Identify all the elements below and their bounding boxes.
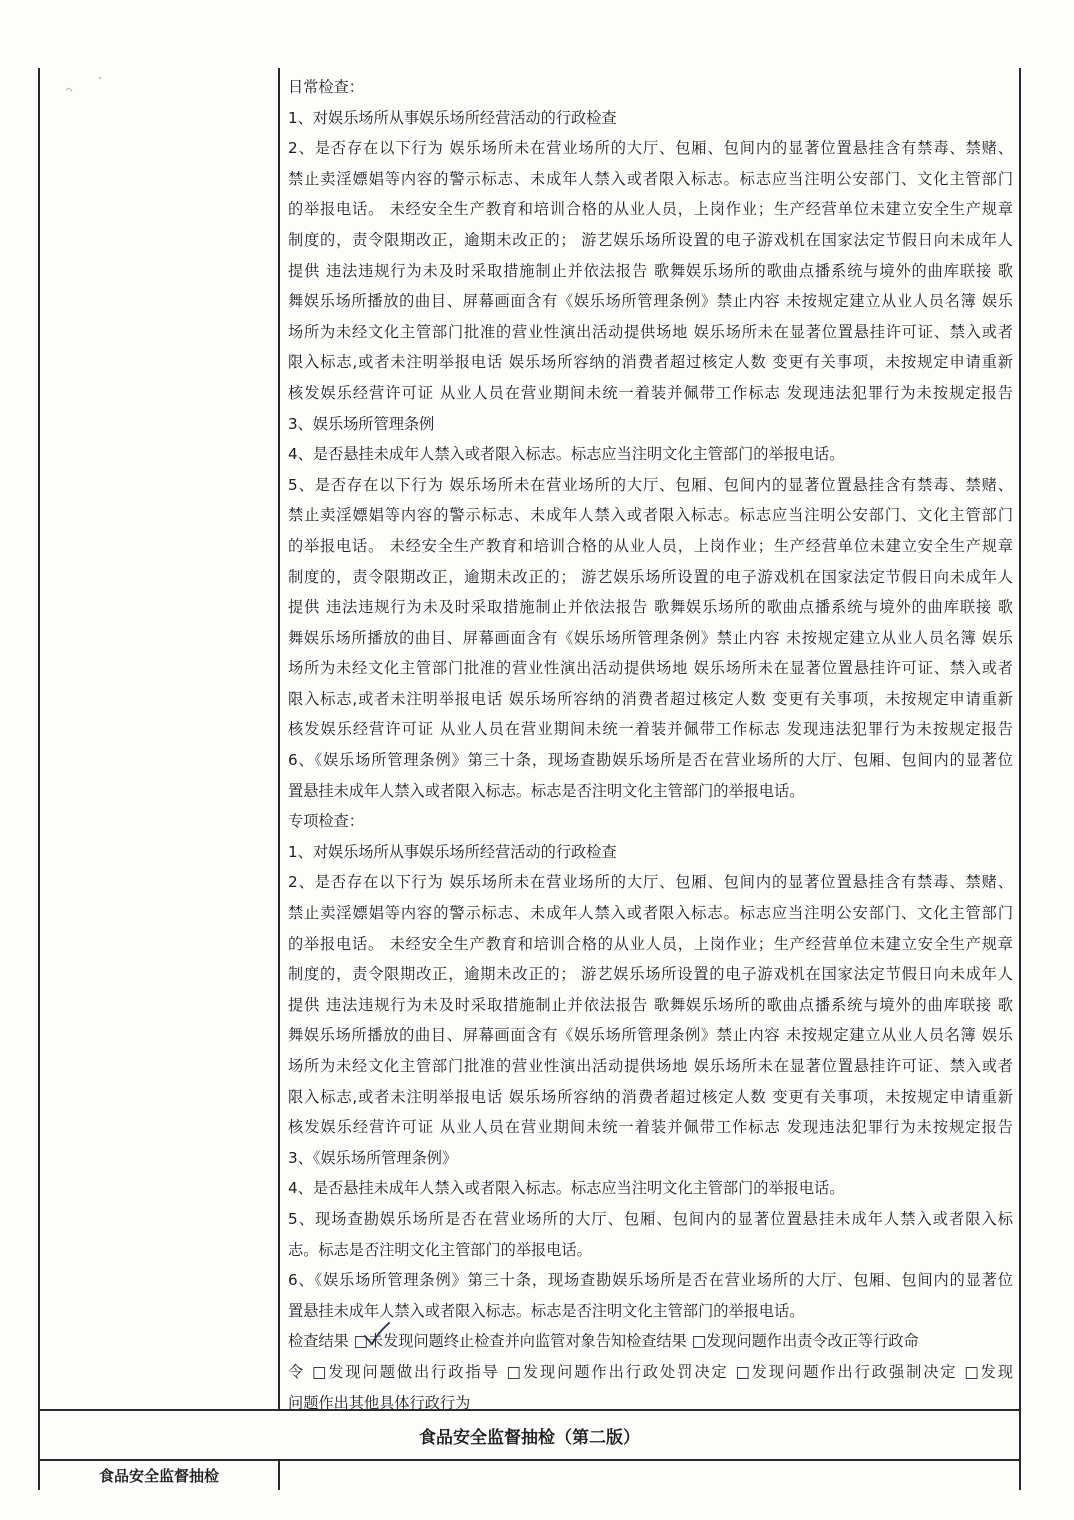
text-line: 6、《娱乐场所管理条例》第三十条，现场查勘娱乐场所是否在营业场所的大厅、包厢、包间内的显著位 [288, 751, 1013, 770]
text-line: 限入标志,或者未注明举报电话 娱乐场所容纳的消费者超过核定人数 变更有关事项，未按规定申请重新 [288, 1087, 1013, 1106]
text-line: 制度的，责令限期改正，逾期未改正的； 游艺娱乐场所设置的电子游戏机在国家法定节假日向未成年人 [288, 965, 1013, 984]
text-line: 场所为未经文化主管部门批准的营业性演出活动提供场地 娱乐场所未在显著位置悬挂许可证、禁入或者 [288, 322, 1013, 341]
text-line: 舞娱乐场所播放的曲目、屏幕画面含有《娱乐场所管理条例》禁止内容 未按规定建立从业人员名簿 娱乐 [288, 292, 1013, 311]
text-line: 场所为未经文化主管部门批准的营业性演出活动提供场地 娱乐场所未在显著位置悬挂许可证、禁入或者 [288, 659, 1013, 678]
text-line: 6、《娱乐场所管理条例》第三十条，现场查勘娱乐场所是否在营业场所的大厅、包厢、包间内的显著位 [288, 1271, 1013, 1290]
text-line: 限入标志,或者未注明举报电话 娱乐场所容纳的消费者超过核定人数 变更有关事项，未按规定申请重新 [288, 353, 1013, 372]
text-line: 禁止卖淫嫖娼等内容的警示标志、未成年人禁入或者限入标志。标志应当注明公安部门、文化主管部门 [288, 506, 1013, 525]
text-line: 制度的，责令限期改正，逾期未改正的； 游艺娱乐场所设置的电子游戏机在国家法定节假日向未成年人 [288, 567, 1013, 586]
text-line: 置悬挂未成年人禁入或者限入标志。标志是否注明文化主管部门的举报电话。 [288, 1301, 805, 1320]
section-title: 食品安全监督抽检（第二版） [419, 1427, 640, 1448]
handwritten-check-mark [362, 1322, 392, 1346]
text-line: 舞娱乐场所播放的曲目、屏幕画面含有《娱乐场所管理条例》禁止内容 未按规定建立从业人员名簿 娱乐 [288, 628, 1013, 647]
text-line: 4、是否悬挂未成年人禁入或者限入标志。标志应当注明文化主管部门的举报电话。 [288, 445, 845, 464]
text-line: 3、《娱乐场所管理条例》 [288, 1148, 458, 1167]
text-line: 核发娱乐经营许可证 从业人员在营业期间未统一着装并佩带工作标志 发现违法犯罪行为未按规定报告 [288, 383, 1013, 402]
text-line: 的举报电话。 未经安全生产教育和培训合格的从业人员，上岗作业；生产经营单位未建立安全生产规章 [288, 536, 1013, 555]
text-line: 3、娱乐场所管理条例 [288, 414, 435, 433]
text-line: 专项检查： [288, 812, 364, 831]
text-line: 的举报电话。 未经安全生产教育和培训合格的从业人员，上岗作业；生产经营单位未建立安全生产规章 [288, 200, 1013, 219]
text-line: 令 □发现问题做出行政指导 □发现问题作出行政处罚决定 □发现问题作出行政强制决定 □发现 [288, 1362, 1013, 1381]
text-line: 日常检查： [288, 78, 364, 96]
text-line: 提供 违法违规行为未及时采取措施制止并依法报告 歌舞娱乐场所的歌曲点播系统与境外的曲库联接 歌 [288, 261, 1013, 280]
text-line: 提供 违法违规行为未及时采取措施制止并依法报告 歌舞娱乐场所的歌曲点播系统与境外的曲库联接 歌 [288, 598, 1013, 617]
text-line: 限入标志,或者未注明举报电话 娱乐场所容纳的消费者超过核定人数 变更有关事项，未按规定申请重新 [288, 689, 1013, 708]
inspection-content-cell [288, 72, 1013, 1418]
text-line: 场所为未经文化主管部门批准的营业性演出活动提供场地 娱乐场所未在显著位置悬挂许可证、禁入或者 [288, 1057, 1013, 1075]
row-label: 食品安全监督抽检 [98, 1466, 219, 1485]
column-divider-lower [278, 1460, 280, 1490]
text-line: 置悬挂未成年人禁入或者限入标志。标志是否注明文化主管部门的举报电话。 [288, 781, 805, 800]
text-line: 5、是否存在以下行为 娱乐场所未在营业场所的大厅、包厢、包间内的显著位置悬挂含有禁毒、禁赌、 [288, 475, 1013, 494]
text-line: 4、是否悬挂未成年人禁入或者限入标志。标志应当注明文化主管部门的举报电话。 [288, 1179, 845, 1198]
text-line: 志。标志是否注明文化主管部门的举报电话。 [288, 1240, 592, 1259]
text-line: 2、是否存在以下行为 娱乐场所未在营业场所的大厅、包厢、包间内的显著位置悬挂含有禁毒、禁赌、 [288, 873, 1013, 892]
row-value-empty [281, 1461, 1017, 1489]
text-line: 核发娱乐经营许可证 从业人员在营业期间未统一着装并佩带工作标志 发现违法犯罪行为未按规定报告 [288, 1118, 1013, 1137]
text-line: 问题作出其他具体行政行为 [288, 1393, 471, 1412]
text-line: 禁止卖淫嫖娼等内容的警示标志、未成年人禁入或者限入标志。标志应当注明公安部门、文化主管部门 [288, 169, 1013, 188]
text-line: 制度的，责令限期改正，逾期未改正的； 游艺娱乐场所设置的电子游戏机在国家法定节假日向未成年人 [288, 230, 1013, 249]
table-left-border [38, 68, 40, 1490]
text-line: 提供 违法违规行为未及时采取措施制止并依法报告 歌舞娱乐场所的歌曲点播系统与境外的曲库联接 歌 [288, 995, 1013, 1014]
text-line: 5、现场查勘娱乐场所是否在营业场所的大厅、包厢、包间内的显著位置悬挂未成年人禁入或者限入标 [288, 1209, 1013, 1228]
table-right-border [1019, 68, 1021, 1490]
text-line: 的举报电话。 未经安全生产教育和培训合格的从业人员，上岗作业；生产经营单位未建立安全生产规章 [288, 934, 1013, 953]
scan-speck [58, 70, 108, 110]
text-line: 舞娱乐场所播放的曲目、屏幕画面含有《娱乐场所管理条例》禁止内容 未按规定建立从业人员名簿 娱乐 [288, 1026, 1013, 1045]
column-divider [278, 68, 280, 1410]
text-line: 1、对娱乐场所从事娱乐场所经营活动的行政检查 [288, 108, 617, 127]
text-line: 核发娱乐经营许可证 从业人员在营业期间未统一着装并佩带工作标志 发现违法犯罪行为未按规定报告 [288, 720, 1013, 739]
text-line: 2、是否存在以下行为 娱乐场所未在营业场所的大厅、包厢、包间内的显著位置悬挂含有禁毒、禁赌、 [288, 139, 1013, 158]
text-line: 检查结果 □未发现问题终止检查并向监管对象告知检查结果 □发现问题作出责令改正等行政命 [288, 1332, 919, 1351]
text-line: 1、对娱乐场所从事娱乐场所经营活动的行政检查 [288, 842, 617, 861]
text-line: 禁止卖淫嫖娼等内容的警示标志、未成年人禁入或者限入标志。标志应当注明公安部门、文化主管部门 [288, 904, 1013, 923]
